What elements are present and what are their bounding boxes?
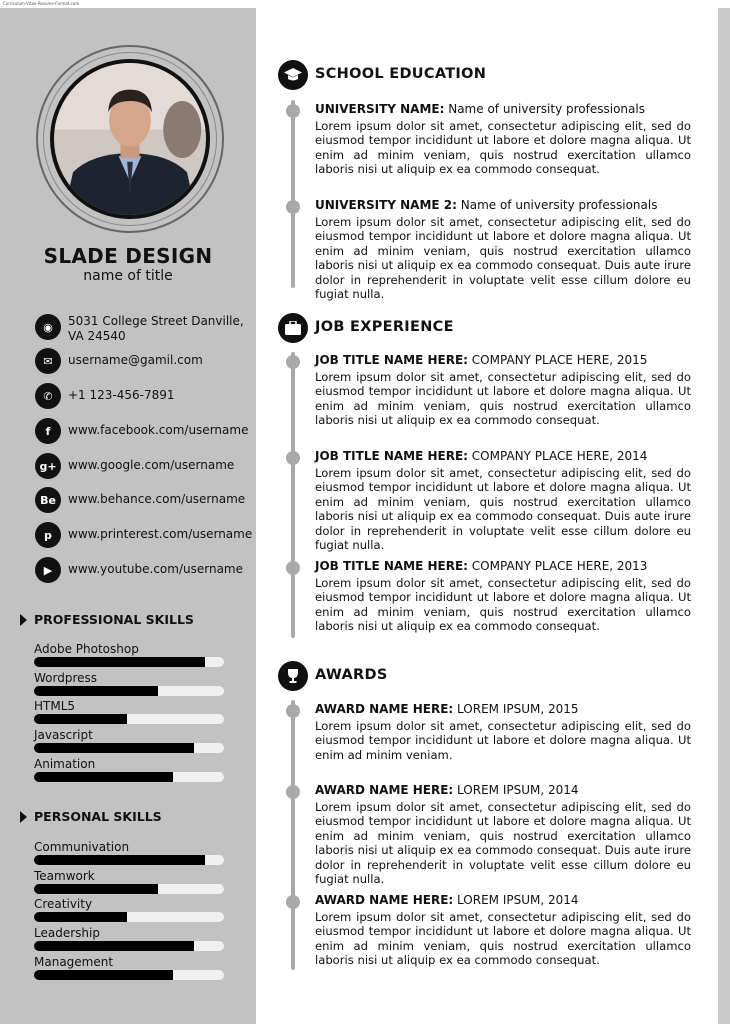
skill-bar-fill: [34, 855, 205, 865]
professional-skills-heading: [20, 612, 194, 627]
right-edge-strip: [718, 8, 730, 1024]
entry-description: Lorem ipsum dolor sit amet, consectetur adipiscing elit, sed do eiusmod tempor incididunt ut labore et dolore magna aliqua. Ut enim ad minim veniam.: [315, 719, 691, 762]
skill-item: [34, 671, 226, 696]
contact-item: [35, 487, 255, 513]
education-timeline: [291, 100, 295, 288]
entry-heading-bold: JOB TITLE NAME HERE:: [315, 449, 468, 463]
pinterest-icon[interactable]: p: [35, 522, 61, 548]
top-caption-bar: [0, 0, 730, 8]
entry-heading-bold: UNIVERSITY NAME:: [315, 102, 445, 116]
skill-label: Creativity: [34, 897, 93, 912]
entry-heading-bold: AWARD NAME HERE:: [315, 783, 454, 797]
timeline-entry: [315, 102, 691, 177]
entry-heading-rest: LOREM IPSUM, 2014: [453, 783, 579, 797]
skill-item: [34, 955, 226, 980]
professional-skills-heading-text: PROFESSIONAL SKILLS: [34, 612, 194, 627]
triangle-bullet-icon: [20, 811, 27, 823]
timeline-dot: [286, 785, 300, 799]
contact-item: [35, 522, 255, 548]
entry-description: Lorem ipsum dolor sit amet, consectetur adipiscing elit, sed do eiusmod tempor incididunt ut labore et dolore magna aliqua. Ut enim ad minim veniam, quis nostrud exercitation ullamco laboris nisi ut aliquip ex ea commodo consequat.: [315, 910, 691, 968]
email-icon[interactable]: ✉: [35, 348, 61, 374]
skill-label: HTML5: [34, 699, 76, 714]
entry-heading: [315, 449, 691, 464]
contact-text: www.facebook.com/username: [68, 423, 249, 437]
entry-heading-bold: AWARD NAME HERE:: [315, 702, 454, 716]
facebook-icon[interactable]: f: [35, 418, 61, 444]
skill-bar-fill: [34, 772, 173, 782]
skill-label: Leadership: [34, 926, 100, 941]
skill-bar-fill: [34, 884, 158, 894]
entry-heading-rest: COMPANY PLACE HERE, 2015: [467, 353, 648, 367]
contact-text: +1 123-456-7891: [68, 388, 175, 402]
skill-bar-track: [34, 912, 224, 922]
contact-text: www.printerest.com/username: [68, 527, 253, 541]
contact-text: 5031 College Street Danville, VA 24540: [68, 314, 244, 343]
entry-heading: [315, 893, 691, 908]
entry-heading-rest: COMPANY PLACE HERE, 2013: [467, 559, 648, 573]
contact-item: [35, 383, 255, 409]
contact-item: [35, 314, 255, 344]
skill-bar-track: [34, 941, 224, 951]
skill-label: Communivation: [34, 840, 130, 854]
skill-bar-track: [34, 970, 224, 980]
entry-heading-rest: COMPANY PLACE HERE, 2014: [467, 449, 648, 463]
timeline-dot: [286, 561, 300, 575]
entry-heading-bold: UNIVERSITY NAME 2:: [315, 198, 457, 212]
skill-bar-fill: [34, 686, 158, 696]
entry-heading: [315, 783, 691, 798]
skill-item: [34, 699, 226, 724]
timeline-dot: [286, 104, 300, 118]
timeline-entry: [315, 353, 691, 428]
skill-item: [34, 757, 226, 782]
skill-bar-fill: [34, 714, 127, 724]
trophy-icon: [278, 661, 308, 691]
contact-text: username@gamil.com: [68, 353, 203, 367]
skill-bar-fill: [34, 941, 194, 951]
skill-bar-fill: [34, 912, 127, 922]
skill-label: Wordpress: [34, 670, 98, 685]
entry-heading: [315, 559, 691, 574]
phone-icon[interactable]: ✆: [35, 383, 61, 409]
skill-label: Adobe Photoshop: [34, 642, 139, 656]
timeline-entry: [315, 783, 691, 886]
personal-skills-heading-text: PERSONAL SKILLS: [34, 809, 162, 824]
timeline-dot: [286, 200, 300, 214]
contact-text: www.youtube.com/username: [68, 562, 243, 576]
profile-photo-illustration: [54, 63, 206, 215]
education-heading: SCHOOL EDUCATION: [315, 66, 487, 82]
contact-item: [35, 557, 255, 583]
entry-description: Lorem ipsum dolor sit amet, consectetur adipiscing elit, sed do eiusmod tempor incididunt ut labore et dolore magna aliqua. Ut enim ad minim veniam, quis nostrud exercitation ullamco laboris nisi ut aliquip ex ea commodo consequat.: [315, 119, 691, 177]
timeline-dot: [286, 451, 300, 465]
profile-title: name of title: [83, 268, 173, 284]
skill-bar-track: [34, 743, 224, 753]
profile-name: SLADE DESIGN: [43, 244, 213, 268]
source-caption: Curriculum-Vitae-Resume-Format.com: [3, 1, 80, 6]
skill-bar-track: [34, 884, 224, 894]
skill-item: [34, 897, 226, 922]
contact-text: www.google.com/username: [68, 458, 235, 472]
location-pin-icon[interactable]: ◉: [35, 314, 61, 340]
entry-description: Lorem ipsum dolor sit amet, consectetur adipiscing elit, sed do eiusmod tempor incididunt ut labore et dolore magna aliqua. Ut enim ad minim veniam, quis nostrud exercitation ullamco laboris nisi ut aliquip ex ea commodo consequat. Duis aute irure dolor in reprehenderit in voluptate velit esse cillum dolore eu fugiat nulla.: [315, 466, 691, 553]
skill-item: [34, 728, 226, 753]
entry-heading: [315, 353, 691, 368]
skill-item: [34, 869, 226, 894]
entry-heading-rest: LOREM IPSUM, 2015: [453, 702, 579, 716]
triangle-bullet-icon: [20, 614, 27, 626]
skill-item: [34, 840, 226, 865]
skill-label: Javascript: [34, 728, 93, 743]
profile-photo: [50, 59, 210, 219]
entry-description: Lorem ipsum dolor sit amet, consectetur adipiscing elit, sed do eiusmod tempor incididunt ut labore et dolore magna aliqua. Ut enim ad minim veniam, quis nostrud exercitation ullamco laboris nisi ut aliquip ex ea commodo consequat. Duis aute irure dolor in reprehenderit in voluptate velit esse cillum dolore eu fugiat nulla.: [315, 800, 691, 887]
entry-description: Lorem ipsum dolor sit amet, consectetur adipiscing elit, sed do eiusmod tempor incididunt ut labore et dolore magna aliqua. Ut enim ad minim veniam, quis nostrud exercitation ullamco laboris nisi ut aliquip ex ea commodo consequat. Duis aute irure dolor in reprehenderit in voluptate velit esse cillum dolore eu fugiat nulla.: [315, 215, 691, 302]
skill-bar-fill: [34, 743, 194, 753]
entry-heading-rest: Name of university professionals: [456, 198, 658, 212]
skill-bar-track: [34, 714, 224, 724]
entry-description: Lorem ipsum dolor sit amet, consectetur adipiscing elit, sed do eiusmod tempor incididunt ut labore et dolore magna aliqua. Ut enim ad minim veniam, quis nostrud exercitation ullamco laboris nisi ut aliquip ex ea commodo consequat.: [315, 370, 691, 428]
behance-icon[interactable]: Be: [35, 487, 61, 513]
timeline-entry: [315, 559, 691, 634]
entry-heading-bold: AWARD NAME HERE:: [315, 893, 454, 907]
awards-timeline: [291, 700, 295, 970]
timeline-entry: [315, 198, 691, 301]
entry-heading-rest: LOREM IPSUM, 2014: [453, 893, 579, 907]
contact-item: [35, 453, 255, 479]
entry-description: Lorem ipsum dolor sit amet, consectetur adipiscing elit, sed do eiusmod tempor incididunt ut labore et dolore magna aliqua. Ut enim ad minim veniam, quis nostrud exercitation ullamco laboris nisi ut aliquip ex ea commodo consequat.: [315, 576, 691, 634]
skill-label: Animation: [34, 756, 96, 771]
skill-item: [34, 926, 226, 951]
timeline-dot: [286, 355, 300, 369]
contact-text: www.behance.com/username: [68, 492, 246, 506]
timeline-entry: [315, 702, 691, 762]
youtube-icon[interactable]: ▶: [35, 557, 61, 583]
skill-item: [34, 642, 226, 667]
skill-bar-fill: [34, 970, 173, 980]
skill-bar-track: [34, 855, 224, 865]
graduation-cap-icon: [278, 60, 308, 90]
timeline-entry: [315, 893, 691, 968]
entry-heading: [315, 198, 691, 213]
experience-timeline: [291, 352, 295, 638]
google-plus-icon[interactable]: g+: [35, 453, 61, 479]
skill-bar-track: [34, 686, 224, 696]
contact-item: [35, 418, 255, 444]
skill-label: Teamwork: [34, 868, 95, 883]
skill-label: Management: [34, 954, 114, 969]
skill-bar-track: [34, 657, 224, 667]
experience-heading: JOB EXPERIENCE: [315, 319, 454, 335]
skill-bar-track: [34, 772, 224, 782]
skill-bar-fill: [34, 657, 205, 667]
timeline-dot: [286, 704, 300, 718]
entry-heading-rest: Name of university professionals: [444, 102, 645, 116]
timeline-entry: [315, 449, 691, 552]
awards-heading: AWARDS: [315, 667, 388, 683]
personal-skills-heading: [20, 809, 162, 824]
entry-heading-bold: JOB TITLE NAME HERE:: [315, 353, 468, 367]
briefcase-icon: [278, 313, 308, 343]
entry-heading-bold: JOB TITLE NAME HERE:: [315, 559, 468, 573]
entry-heading: [315, 102, 691, 117]
timeline-dot: [286, 895, 300, 909]
entry-heading: [315, 702, 691, 717]
contact-item: [35, 348, 255, 374]
